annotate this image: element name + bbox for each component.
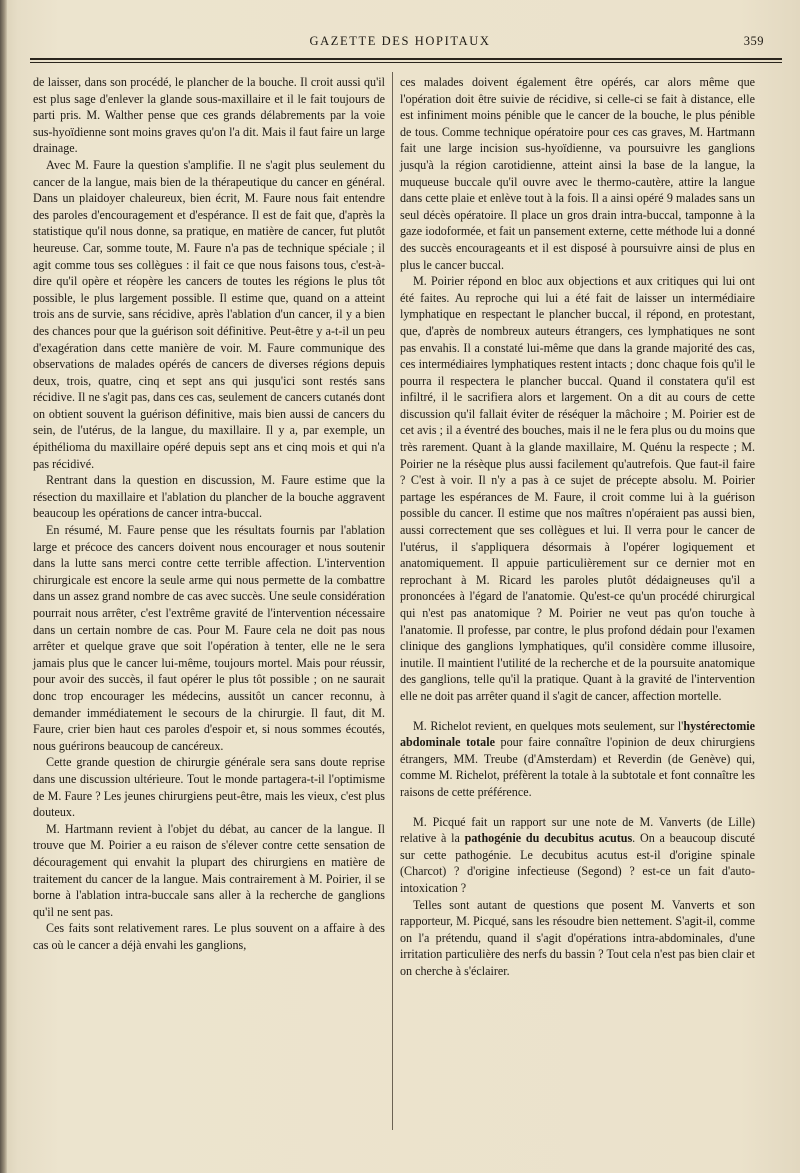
text-run: pour faire connaître l'opinion de deux chirurgiens étrangers, MM. Treube (d'Amsterdam) et Reverdin (de Genève) qui, comme M. Richelot, préfèrent la totale à la subtotale et font connaître les raisons de cette préférence.: [400, 735, 755, 799]
running-title: GAZETTE DES HOPITAUX: [309, 34, 491, 48]
text-run: . On a beaucoup discuté sur cette pathogénie. Le decubitus acutus est-il d'origine spinale (Charcot) ? d'origine infectieuse (Segond) ? est-ce un fait d'auto-intoxication ?: [400, 831, 755, 895]
paragraph: Telles sont autant de questions que posent M. Vanverts et son rapporteur, M. Picqué, sans les résoudre bien nettement. S'agit-il, comme on l'a prétendu, quand il s'agit d'opérations intra-abdominales, d'une irritation particulière des nerfs du bassin ? Tout cela n'est pas bien clair et on cherche à s'éclairer.: [400, 897, 755, 978]
paragraph: Avec M. Faure la question s'amplifie. Il ne s'agit plus seulement du cancer de la langue, mais bien de la thérapeutique du cancer en général. Dans un plaidoyer chaleureux, bien écrit, M. Faure nous fait entendre des paroles d'encouragement et d'espérance. Il est de fait que, d'après la statistique qu'il nous donne, sa pratique, en matière de cancer, fut plutôt heureuse. Car, somme toute, M. Faure n'a pas de technique spéciale ; il agit comme tous ses collègues : il fait ce que nous faisons tous, c'est-à-dire qu'il opère et réopère les cancers de toutes les régions le plus tôt possible, le plus largement possible. Il estime que, quand on a atteint trois ans de survie, sans récidive, après l'ablation d'un cancer, il y a bien des chances pour que la guérison soit définitive. Peut-être y a-t-il un peu d'exagération dans cette manière de voir. M. Faure communique des observations de malades opérés de cancers de diverses régions depuis deux, trois, quatre, cinq et sept ans qui jusqu'ici sont restés sans récidive. Il ne s'agit pas, dans ces cas, seulement de cancers cutanés dont on obtient souvent la guérison définitive, mais bien aussi de cancers du sein, de l'utérus, de la langue, du maxillaire. Il y a, par exemple, un épithélioma du maxillaire opéré depuis sept ans et cinq mois et qui n'a pas récidivé.: [33, 157, 385, 471]
page-header: [30, 34, 770, 54]
paragraph: M. Hartmann revient à l'objet du débat, au cancer de la langue. Il trouve que M. Poirier a eu raison de s'élever contre cette sensation de découragement qui envahit la plupart des chirurgiens en matière de traitement du cancer de la langue. Mais contrairement à M. Poirier, il se borne à l'ablation intra-buccale sans aller à la recherche de ganglions qu'il ne sent pas.: [33, 821, 385, 919]
paragraph: [400, 814, 755, 897]
column-divider: [392, 72, 393, 1130]
paragraph: Rentrant dans la question en discussion, M. Faure estime que la résection du maxillaire et l'ablation du plancher de la bouche aggravent beaucoup les opérations de cancer intra-buccal.: [33, 473, 385, 521]
bold-term: hystérectomie abdominale totale: [400, 718, 755, 750]
binding-edge: [0, 0, 7, 1173]
header-rule-thick: [30, 58, 782, 60]
paragraph: ces malades doivent également être opérés, car alors même que l'opération doit être suivie de récidive, si celle-ci se fait à distance, elle est infiniment moins pénible que le cancer de la bouche, le plus pénible de tous. Comme technique opératoire pour ces cas graves, M. Hartmann fait une large incision sus-hyoïdienne, va poursuivre les ganglions jusqu'à la région carotidienne, atteint ainsi la base de la langue, la muqueuse buccale qu'il ouvre avec le thermo-cautère, attire la langue dans cette plaie et enlève tout à la fois. Il a ainsi opéré 9 malades sans un seul décès opératoire. Il place un gros drain intra-buccal, tamponne à la gaze iodoformée, et fait un pansement externe, cette méthode lui a donné des succès encourageants et il est disposé à poursuivre ainsi de plus en plus le cancer buccal.: [400, 75, 755, 272]
bold-term: pathogénie du decubitus acutus: [464, 831, 633, 846]
paragraph: En résumé, M. Faure pense que les résultats fournis par l'ablation large et précoce des cancers doivent nous encourager et nous soutenir dans la lutte sans merci contre cette terrible affection. L'intervention chirurgicale est encore la seule arme qui nous permette de la combattre dans un assez grand nombre de cas avec succès. Une seule considération pourrait nous arrêter, c'est l'extrême gravité de l'intervention nécessaire dans un certain nombre de cas. Pour M. Faure cela ne doit pas nous arrêter et quelque grave que soit l'opération à tenter, elle ne le sera jamais plus que le cancer lui-même, toujours mortel. Mais pour réussir, pour avoir des succès, il faut opérer le plus tôt possible ; on ne saurait donc trop encourager les médecins, aussitôt un cancer reconnu, à demander immédiatement le secours de la chirurgie. Il faut, dit M. Faure, crier bien haut ces paroles d'espoir et, si nous sommes écoutés, nous guérirons beaucoup de cancéreux.: [33, 523, 385, 753]
paragraph: [400, 718, 755, 801]
paragraph: M. Poirier répond en bloc aux objections et aux critiques qui lui ont été faites. Au reproche qui lui a été fait de laisser un intermédiaire lymphatique en respectant le plancher buccal, il répond, en protestant, que, d'après de nombreux auteurs étrangers, ces lymphatiques ne sont pas envahis. Il a constaté lui-même que dans la grande majorité des cas, ces intermédiaires lymphatiques restent intacts ; donc chaque fois qu'il le pourra il respectera le plancher buccal. Quand il constatera qu'il est infiltré, il le sacrifiera alors et largement. On a dit au cours de cette discussion qu'il fallait éviter de réséquer la mâchoire ; M. Poirier est de cet avis ; il a éventré des bouches, mais il ne le fera plus ou du moins que très rarement. Quant à la glande maxillaire, M. Quénu la respecte ; M. Poirier ne la résèque plus aussi facilement qu'autrefois. Que faut-il faire ? C'est à voir. Il n'y a pas à ce sujet de précepte absolu. M. Poirier partage les espérances de M. Faure, il croit comme lui à la guérison possible du cancer. Il estime que nos maîtres n'opéraient pas aussi bien, aussi correctement que ses collègues et lui. Il verra pour le cancer de l'utérus, il s'appliquera désormais à l'opérer logiquement et anatomiquement. Il appuie particulièrement sur ce dernier mot en reprochant à M. Ricard les paroles plutôt dédaigneuses qu'il a prononcées à l'égard de l'anatomie. Qu'est-ce qu'un procédé chirurgical qui n'est pas anatomique ? M. Poirier ne veut pas qu'on touche à l'anatomie. Il professe, par contre, le plus profond dédain pour l'examen clinique des ganglions lymphatiques, qu'il considère comme illusoire, inutile. Il maintient l'utilité de la recherche et de la poursuite anatomique des ganglions, telle qu'il la pratique. Quant à la gravité de l'intervention elle ne doit pas arrêter quand il s'agit de cancer, affection mortelle.: [400, 274, 755, 703]
paragraph: Ces faits sont relativement rares. Le plus souvent on a affaire à des cas où le cancer a déjà envahi les ganglions,: [33, 921, 385, 952]
right-column: [400, 74, 755, 979]
text-run: M. Richelot revient, en quelques mots seulement, sur l': [413, 718, 684, 733]
paragraph: Cette grande question de chirurgie générale sera sans doute reprise dans une discussion ultérieure. Tout le monde partagera-t-il l'optimisme de M. Faure ? Les jeunes chirurgiens peut-être, mais les vieux, c'est plus douteux.: [33, 755, 385, 820]
paragraph: de laisser, dans son procédé, le plancher de la bouche. Il croit aussi qu'il est plus sage d'enlever la glande sous-maxillaire et il le fait toujours de parti pris. M. Walther pense que ces grands délabrements par la voie sus-hyoïdienne sont moins graves qu'on l'a dit. Mais il faut faire un large drainage.: [33, 75, 385, 156]
left-column: [33, 74, 385, 953]
page-number: 359: [743, 34, 764, 48]
header-rule-thin: [30, 62, 782, 63]
text-run: M. Picqué fait un rapport sur une note de M. Vanverts (de Lille) relative à la: [400, 814, 755, 846]
